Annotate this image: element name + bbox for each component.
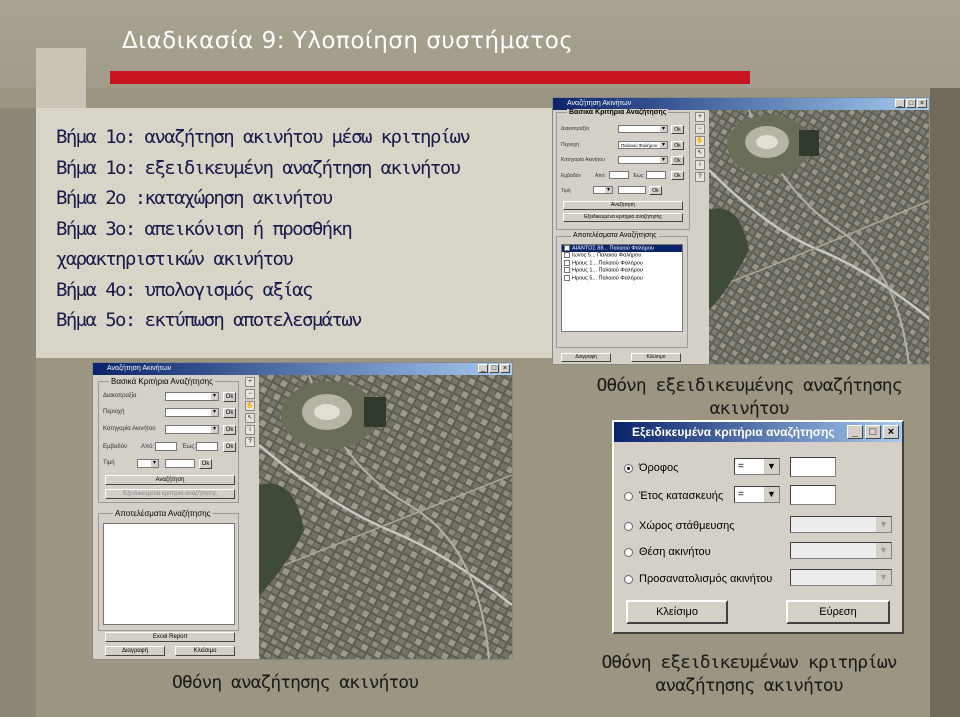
step-item: Βήμα 3ο: απεικόνιση ή προσθήκη [56,217,352,240]
parking-option[interactable]: Χώρος στάθμευσης [624,520,735,532]
maximize-icon[interactable]: □ [865,425,881,439]
delete-button[interactable]: Διαγραφή [561,353,611,362]
zoom-out-icon[interactable]: − [695,124,705,134]
minimize-icon[interactable]: _ [478,364,488,373]
radio-icon[interactable] [624,464,633,473]
radio-icon[interactable] [624,492,633,501]
advanced-criteria-button[interactable]: Εξειδικευμένα κριτήρια αναζήτησης [105,489,235,499]
slide-left-margin [0,108,36,717]
delete-button[interactable]: Διαγραφή [105,646,165,656]
year-value-input[interactable] [790,485,836,505]
category-select[interactable] [165,425,219,434]
excel-report-button[interactable]: Excel Report [105,632,235,642]
slide-title: Διαδικασία 9: Υλοποίηση συστήματος [122,28,574,54]
price-label: Τιμή [103,460,115,466]
ok-button[interactable]: Ok [671,156,684,165]
title-underline [110,71,750,84]
chevron-down-icon: ▼ [876,543,891,558]
step-item: Βήμα 4ο: υπολογισμός αξίας [56,278,312,301]
price-input[interactable] [618,186,646,194]
dialog-titlebar [614,422,902,442]
pan-icon[interactable]: ✋ [696,138,704,144]
map-toolbar [693,110,707,365]
surface-from-input[interactable] [609,171,629,179]
zoom-in-icon[interactable]: + [245,377,255,387]
step-item: Βήμα 1ο: αναζήτηση ακινήτου μέσω κριτηρίων [56,126,470,148]
results-title: Αποτελέσματα Αναζήτησης [573,232,657,239]
close-icon[interactable]: × [917,99,927,108]
list-item[interactable]: ΑΙΑΝΤΟΣ 88... Παλαιού Φαλήρου [562,245,682,252]
aerial-map[interactable] [259,375,512,659]
dialog-title: Εξειδικευμένα κριτήρια αναζήτησης [632,425,835,439]
transaction-select[interactable] [618,125,668,133]
maximize-icon[interactable]: □ [489,364,499,373]
price-operator-select[interactable] [593,186,613,194]
steps-list [56,122,469,336]
chevron-down-icon: ▼ [764,487,779,502]
floor-value-input[interactable] [790,457,836,477]
chevron-down-icon: ▼ [876,517,891,532]
transaction-select[interactable] [165,392,219,401]
aerial-map[interactable] [709,110,930,365]
search-window-top [552,97,930,365]
radio-icon[interactable] [624,522,633,531]
surface-to-input[interactable] [196,442,218,451]
map-toolbar [243,375,257,660]
search-button[interactable]: Αναζήτηση [563,201,683,210]
results-list[interactable] [103,523,235,625]
chevron-down-icon: ▼ [876,570,891,585]
position-select[interactable] [790,542,892,559]
close-icon[interactable]: × [883,425,899,439]
ok-button[interactable]: Ok [223,442,236,452]
parking-select[interactable] [790,516,892,533]
orientation-option[interactable]: Προσανατολισμός ακινήτου [624,573,772,585]
list-item[interactable]: Ηρους 1... Παλαιού Φαλήρου [562,260,682,267]
transaction-label: Διακοπραξία [561,126,589,132]
caption-advanced-criteria-screen: Οθόνη εξειδικευμένων κριτηρίων αναζήτησης ακινήτου [601,652,897,696]
step-item: Βήμα 5ο: εκτύπωση αποτελεσμάτων [56,309,362,331]
caption-advanced-search-screen: Οθόνη εξειδικευμένης αναζήτησης ακινήτου [596,375,902,419]
search-button[interactable]: Αναζήτηση [105,475,235,485]
category-select[interactable] [618,156,668,164]
info-icon[interactable]: i [245,425,255,435]
transaction-label: Διακοπραξία [103,393,137,399]
surface-label: Εμβαδόν [103,444,128,450]
surface-from-input[interactable] [155,442,177,451]
slide-accent-block [36,48,86,108]
orientation-select[interactable] [790,569,892,586]
chevron-down-icon: ▼ [764,459,779,474]
ok-button[interactable]: Ok [671,171,684,180]
window-title: Αναζήτηση Ακινήτων [107,365,172,372]
floor-operator-select[interactable]: = ▼ [734,458,780,475]
floor-option[interactable]: Όροφος [624,462,678,474]
year-operator-select[interactable]: = ▼ [734,486,780,503]
advanced-criteria-dialog [612,420,904,634]
from-label: Από: [141,444,155,450]
price-input[interactable] [165,459,195,468]
close-icon[interactable]: × [500,364,510,373]
area-select[interactable]: Παλαιού Φαλήρου ▾ [618,141,668,149]
maximize-icon[interactable]: □ [906,99,916,108]
list-item[interactable]: Ηρους 1... Παλαιού Φαλήρου [562,267,682,274]
surface-label: Εμβαδόν [561,173,582,179]
list-item[interactable]: Ιωνος 5... Παλαιού Φαλήρου [562,252,682,259]
to-label: Έως: [182,444,196,450]
ok-button[interactable]: Ok [223,425,236,435]
ok-button[interactable]: Ok [199,459,212,469]
identify-icon[interactable]: ? [245,437,255,447]
results-title: Αποτελέσματα Αναζήτησης [115,509,211,518]
category-label: Κατηγορία Ακινήτου [103,426,156,432]
window-title: Αναζήτηση Ακινήτων [567,100,632,107]
ok-button[interactable]: Ok [223,408,236,418]
minimize-icon[interactable]: _ [895,99,905,108]
close-button[interactable]: Κλείσιμο [175,646,235,656]
ok-button[interactable]: Ok [649,186,662,195]
construction-year-option[interactable]: Έτος κατασκευής [624,490,723,502]
ok-button[interactable]: Ok [671,141,684,150]
area-select[interactable] [165,408,219,417]
from-label: Από: [595,173,606,179]
criteria-title: Βασικά Κριτήρια Αναζήτησης [111,377,213,386]
window-titlebar [93,363,512,375]
slide-right-margin [930,88,960,717]
step-item: Βήμα 2ο :καταχώρηση ακινήτου [56,187,332,209]
price-label: Τιμή [561,188,571,194]
identify-icon[interactable]: ? [695,172,705,182]
criteria-title: Βασικά Κριτήρια Αναζήτησης [569,109,667,116]
zoom-in-icon[interactable]: + [695,112,705,122]
radio-icon[interactable] [624,575,633,584]
category-label: Κατηγορία Ακινήτου [561,157,605,163]
price-operator-select[interactable] [137,459,159,468]
close-button[interactable]: Κλείσιμο [626,600,728,624]
surface-to-input[interactable] [646,171,666,179]
select-icon[interactable]: ↖ [245,413,255,423]
results-list[interactable] [561,244,683,332]
select-icon[interactable]: ↖ [695,148,705,158]
step-item: Βήμα 1ο: εξειδικευμένη αναζήτηση ακινήτου [56,156,460,179]
advanced-criteria-button[interactable]: Εξειδικευμένα κριτήρια αναζήτησης [563,213,683,222]
step-item: χαρακτηριστικών ακινήτου [56,248,293,270]
zoom-out-icon[interactable]: − [245,389,255,399]
pan-icon[interactable]: ✋ [246,403,254,409]
radio-icon[interactable] [624,548,633,557]
area-label: Περιοχή [103,409,125,415]
area-label: Περιοχή [561,142,579,148]
find-button[interactable]: Εύρεση [786,600,890,624]
to-label: Έως: [633,173,645,179]
ok-button[interactable]: Ok [223,392,236,402]
caption-search-screen: Οθόνη αναζήτησης ακινήτου [172,672,418,693]
minimize-icon[interactable]: _ [847,425,863,439]
position-option[interactable]: Θέση ακινήτου [624,546,711,558]
list-item[interactable]: Ηρους 5... Παλαιού Φαλήρου [562,275,682,282]
close-button[interactable]: Κλείσιμο [631,353,681,362]
search-window-bottom [92,362,513,660]
ok-button[interactable]: Ok [671,125,684,134]
info-icon[interactable]: i [695,160,705,170]
